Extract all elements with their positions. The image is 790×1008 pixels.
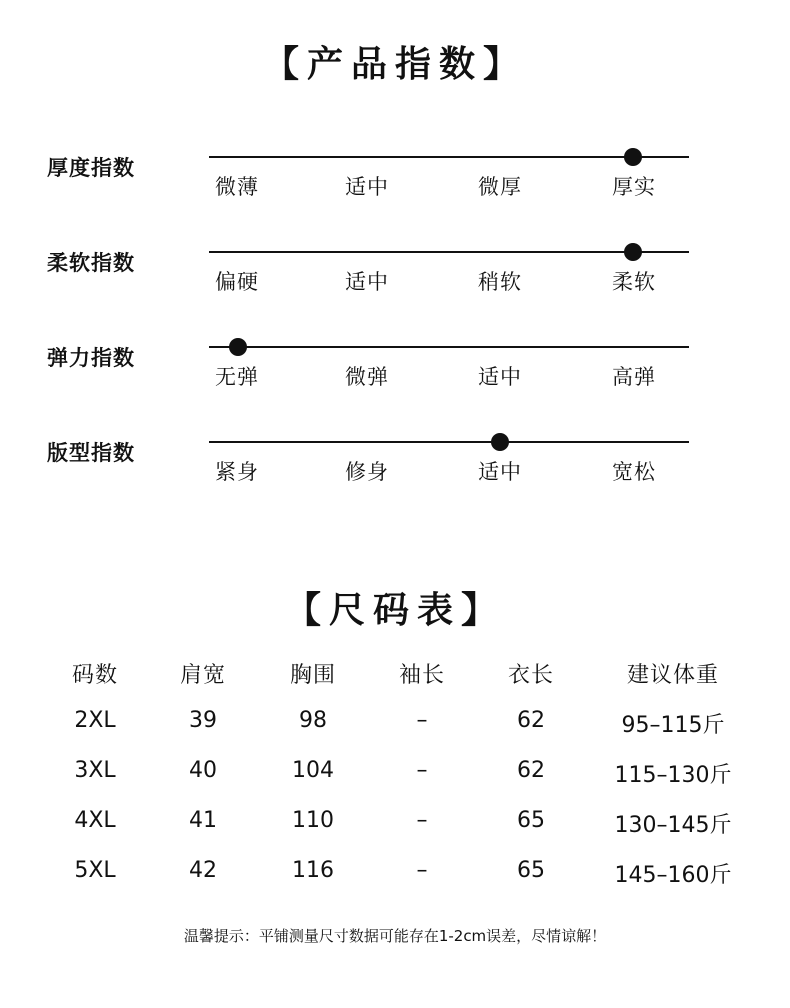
index-scale-line [209, 346, 689, 348]
index-marker-dot [229, 338, 247, 356]
product-index-title: 【产品指数】 [262, 44, 527, 85]
index-option-label: 微厚 [478, 175, 522, 199]
index-option-label: 稍软 [478, 270, 522, 294]
index-row-label: 厚度指数 [47, 156, 135, 180]
size-table-header: 袖长 [398, 663, 446, 688]
size-table-header: 胸围 [289, 663, 337, 688]
index-option-label: 适中 [478, 365, 522, 389]
size-table-cell: 40 [189, 758, 217, 783]
size-table-cell: – [416, 808, 428, 833]
index-scale-line [209, 251, 689, 253]
index-scale-line [209, 156, 689, 158]
size-table-cell: 65 [517, 808, 545, 833]
index-row-label: 弹力指数 [47, 346, 135, 370]
index-option-label: 适中 [345, 270, 389, 294]
index-option-label: 修身 [345, 460, 389, 484]
size-table-cell: 39 [189, 708, 217, 733]
size-table-cell: 5XL [74, 858, 116, 883]
size-table-cell: 4XL [74, 808, 116, 833]
size-table-cell: 41 [189, 808, 217, 833]
size-table-cell: 98 [299, 708, 327, 733]
size-table-cell: 110 [292, 808, 334, 833]
size-table-header: 肩宽 [179, 663, 227, 688]
size-table-cell: 104 [292, 758, 334, 783]
measurement-note: 温馨提示：平铺测量尺寸数据可能存在1-2cm误差，尽情谅解！ [183, 927, 607, 945]
size-table-cell: – [416, 758, 428, 783]
index-option-label: 紧身 [215, 460, 259, 484]
index-marker-dot [624, 243, 642, 261]
index-row-label: 柔软指数 [47, 251, 135, 275]
size-table-cell: 95–115斤 [621, 713, 725, 738]
index-row-label: 版型指数 [47, 441, 135, 465]
size-table-cell: 2XL [74, 708, 116, 733]
size-table-header: 码数 [71, 663, 119, 688]
size-table-cell: 116 [292, 858, 334, 883]
index-option-label: 无弹 [215, 365, 259, 389]
index-marker-dot [491, 433, 509, 451]
size-table-cell: 145–160斤 [614, 863, 732, 888]
size-table-cell: 42 [189, 858, 217, 883]
index-option-label: 宽松 [612, 460, 656, 484]
size-table-header: 衣长 [507, 663, 555, 688]
size-chart-title: 【尺码表】 [284, 590, 505, 631]
size-table-cell: – [416, 708, 428, 733]
index-option-label: 微弹 [345, 365, 389, 389]
index-option-label: 微薄 [215, 175, 259, 199]
size-table-header: 建议体重 [626, 663, 720, 688]
size-table-cell: 115–130斤 [614, 763, 732, 788]
size-table-cell: – [416, 858, 428, 883]
index-option-label: 高弹 [612, 365, 656, 389]
size-table-cell: 62 [517, 758, 545, 783]
index-option-label: 柔软 [612, 270, 656, 294]
index-option-label: 偏硬 [215, 270, 259, 294]
index-option-label: 适中 [478, 460, 522, 484]
index-scale-line [209, 441, 689, 443]
size-table-cell: 130–145斤 [614, 813, 732, 838]
size-table-cell: 62 [517, 708, 545, 733]
index-option-label: 厚实 [612, 175, 656, 199]
size-table-cell: 3XL [74, 758, 116, 783]
index-marker-dot [624, 148, 642, 166]
index-option-label: 适中 [345, 175, 389, 199]
size-table-cell: 65 [517, 858, 545, 883]
